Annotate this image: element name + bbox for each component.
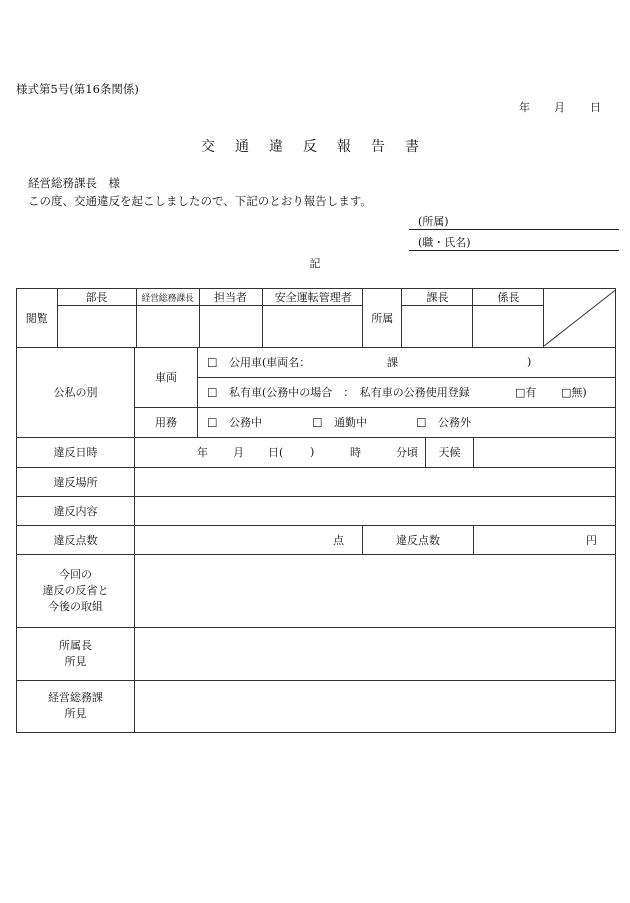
duty-option-tsukin: 通勤中 — [334, 416, 367, 429]
section-chief-line-2: 所見 — [64, 654, 87, 668]
approval-group-right — [362, 289, 615, 348]
section-chief-row — [17, 627, 616, 680]
stamp-box-keiei[interactable] — [136, 306, 199, 347]
place-field[interactable] — [135, 467, 616, 496]
stamp-box-tanto[interactable] — [199, 306, 262, 347]
report-table — [16, 288, 616, 733]
vehicle-label: 車両 — [135, 347, 198, 407]
intro-text: この度、交通違反を起こしましたので、下記のとおり報告します。 — [28, 194, 372, 208]
section-label: 所属 — [363, 289, 402, 347]
document-title: 交通違反報告書 — [201, 139, 439, 155]
datetime-minute: 分頃 — [396, 446, 418, 459]
private-checkbox[interactable]: □ — [207, 385, 218, 399]
approval-label: 閲覧 — [17, 289, 57, 347]
official-ka-text: 課 — [387, 356, 398, 369]
approval-col-tanto: 担当者 — [199, 289, 262, 306]
reflection-label — [17, 554, 135, 627]
official-vehicle-row — [17, 347, 616, 377]
diagonal-cell — [544, 289, 615, 347]
registration-yes[interactable]: □有 — [515, 386, 537, 399]
points-label: 違反点数 — [17, 525, 135, 554]
general-affairs-row — [17, 680, 616, 732]
duty-option-koumugai: 公務外 — [438, 416, 471, 429]
date-day-label: 日 — [590, 101, 601, 114]
section-chief-field[interactable] — [135, 627, 616, 680]
points-field[interactable] — [135, 525, 363, 554]
official-close-paren: ) — [527, 355, 532, 369]
addressee: 経営総務課長 様 — [28, 176, 120, 190]
general-affairs-line-1: 経営総務課 — [48, 691, 103, 704]
datetime-month: 月 — [233, 446, 244, 459]
datetime-year: 年 — [197, 446, 208, 459]
points-row — [17, 525, 616, 554]
duty-options-cell — [198, 407, 616, 437]
duty-label: 用務 — [135, 407, 198, 437]
public-private-label: 公私の別 — [17, 347, 135, 437]
section-chief-label — [17, 627, 135, 680]
date-month-label: 月 — [554, 101, 565, 114]
general-affairs-field[interactable] — [135, 680, 616, 732]
reflection-line-3: 今後の取組 — [48, 599, 103, 613]
stamp-box-kacho[interactable] — [402, 306, 473, 347]
weather-label: 天候 — [425, 437, 473, 467]
name-label: (職・氏名) — [418, 236, 471, 249]
place-row — [17, 467, 616, 496]
general-affairs-line-2: 所見 — [64, 707, 87, 720]
approval-col-bucho: 部長 — [57, 289, 136, 306]
content-label: 違反内容 — [17, 496, 135, 525]
general-affairs-label — [17, 680, 135, 732]
stamp-box-anzen[interactable] — [262, 306, 362, 347]
approval-col-keiei: 経営総務課長 — [136, 289, 199, 306]
approval-group-left — [17, 289, 363, 348]
reflection-field[interactable] — [135, 554, 616, 627]
form-number: 様式第5号(第16条関係) — [16, 82, 139, 96]
datetime-day: 日( — [268, 446, 284, 459]
weather-field[interactable] — [473, 437, 615, 467]
duty-checkbox-tsukin[interactable]: □ — [312, 415, 323, 429]
reflection-row — [17, 554, 616, 627]
datetime-hour: 時 — [350, 446, 361, 459]
place-label: 違反場所 — [17, 467, 135, 496]
datetime-label: 違反日時 — [17, 437, 135, 467]
datetime-paren: ) — [310, 445, 315, 459]
date-year-label: 年 — [519, 101, 530, 114]
section-col-kacho: 課長 — [402, 289, 473, 306]
reflection-line-2: 違反の反省と — [42, 583, 109, 597]
content-field[interactable] — [135, 496, 616, 525]
affiliation-label: (所属) — [418, 215, 449, 228]
official-vehicle-text: 公用車(車両名： — [229, 356, 311, 369]
ki-heading: 記 — [309, 257, 321, 270]
content-row — [17, 496, 616, 525]
registration-no[interactable]: □無) — [561, 386, 587, 399]
private-vehicle-cell — [198, 377, 616, 407]
stamp-box-bucho[interactable] — [57, 306, 136, 347]
official-vehicle-cell — [198, 347, 616, 377]
duty-checkbox-koumugai[interactable]: □ — [416, 415, 427, 429]
section-chief-line-1: 所属長 — [59, 638, 92, 652]
reflection-line-1: 今回の — [59, 567, 92, 581]
duty-checkbox-koumu[interactable]: □ — [207, 415, 218, 429]
datetime-field[interactable] — [135, 437, 426, 467]
points-second-label: 違反点数 — [362, 525, 473, 554]
datetime-row — [17, 437, 616, 467]
fine-unit: 円 — [585, 533, 597, 547]
stamp-box-kakaricho[interactable] — [473, 306, 544, 347]
points-unit: 点 — [332, 533, 344, 547]
fine-field[interactable] — [473, 525, 615, 554]
diagonal-line — [544, 290, 615, 346]
name-underline — [409, 250, 619, 251]
private-vehicle-text: 私有車(公務中の場合 ： 私有車の公務使用登録 — [229, 386, 470, 399]
approval-row — [17, 289, 616, 348]
duty-option-koumu: 公務中 — [229, 416, 262, 429]
affiliation-underline — [409, 229, 619, 230]
section-col-kakaricho: 係長 — [473, 289, 544, 306]
official-checkbox[interactable]: □ — [207, 355, 218, 369]
approval-col-anzen: 安全運転管理者 — [262, 289, 362, 306]
